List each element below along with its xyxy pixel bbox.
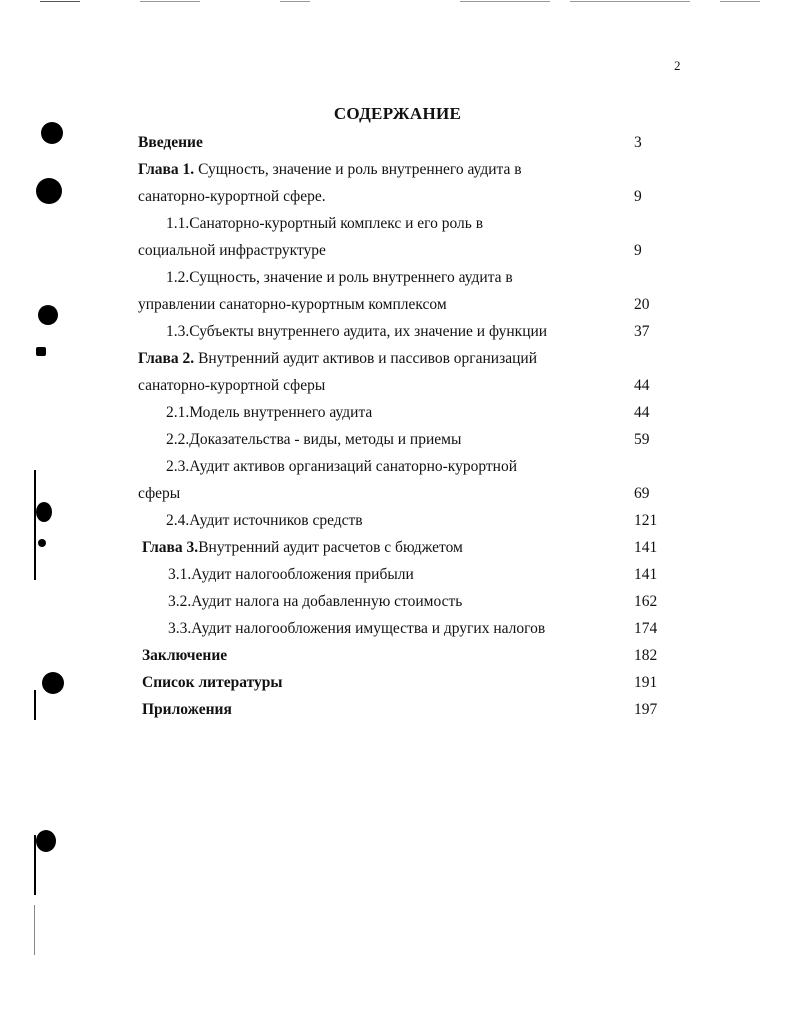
punch-hole	[41, 122, 63, 144]
punch-hole	[38, 539, 46, 547]
punch-hole	[36, 830, 56, 852]
page-number: 2	[674, 58, 681, 73]
toc-page: 191	[634, 674, 658, 691]
page-edge	[34, 690, 36, 720]
toc-entry-chapter-3: Глава 3.Внутренний аудит расчетов с бюджетом	[142, 539, 463, 556]
toc-page: 9	[634, 242, 642, 259]
scan-line	[570, 1, 690, 2]
toc-entry-chapter-1-cont: санаторно-курортной сфере.	[138, 188, 326, 205]
page-edge	[34, 835, 36, 895]
toc-page: 69	[634, 485, 650, 502]
toc-entry-1-3: 1.3.Субъекты внутреннего аудита, их значение и функции	[166, 323, 548, 340]
toc-page: 141	[634, 566, 658, 583]
toc-page: 174	[634, 620, 658, 637]
toc-entry-3-1: 3.1.Аудит налогообложения прибыли	[168, 566, 414, 583]
toc-entry-2-3: 2.3.Аудит активов организаций санаторно-курортной	[166, 458, 518, 475]
toc-page: 162	[634, 593, 658, 610]
toc-entry-2-1: 2.1.Модель внутреннего аудита	[166, 404, 373, 421]
punch-hole	[36, 178, 62, 204]
toc-entry-1-2: 1.2.Сущность, значение и роль внутреннего аудита в	[166, 269, 513, 286]
toc-page: 20	[634, 296, 650, 313]
scan-line	[280, 1, 310, 2]
toc-page: 9	[634, 188, 642, 205]
toc-page: 59	[634, 431, 650, 448]
toc-page: 3	[634, 134, 642, 151]
toc-entry-conclusion: Заключение	[142, 647, 228, 664]
toc-entry-introduction: Введение	[138, 134, 203, 151]
toc-entry-1-1: 1.1.Санаторно-курортный комплекс и его роль в	[166, 215, 484, 232]
page-edge	[34, 905, 35, 955]
toc-entry-chapter-2-cont: санаторно-курортной сферы	[138, 377, 326, 394]
toc-entry-chapter-1: Глава 1. Сущность, значение и роль внутреннего аудита в	[138, 161, 522, 178]
page-title: СОДЕРЖАНИЕ	[333, 104, 462, 123]
toc-page: 197	[634, 701, 658, 718]
toc-entry-1-1-cont: социальной инфраструктуре	[138, 242, 326, 259]
scan-line	[140, 1, 200, 2]
page-edge	[34, 470, 36, 580]
toc-entry-2-2: 2.2.Доказательства - виды, методы и приемы	[166, 431, 462, 448]
scan-line	[460, 1, 550, 2]
toc-entry-2-4: 2.4.Аудит источников средств	[166, 512, 363, 529]
toc-entry-references: Список литературы	[142, 674, 283, 691]
toc-entry-1-2-cont: управлении санаторно-курортным комплексом	[138, 296, 447, 313]
toc-page: 44	[634, 377, 650, 394]
toc-entry-3-2: 3.2.Аудит налога на добавленную стоимость	[168, 593, 463, 610]
toc-page: 37	[634, 323, 650, 340]
punch-hole	[36, 502, 52, 522]
toc-page: 182	[634, 647, 658, 664]
toc-page: 141	[634, 539, 658, 556]
scan-line	[720, 1, 760, 2]
toc-entry-3-3: 3.3.Аудит налогообложения имущества и других налогов	[168, 620, 546, 637]
punch-hole	[36, 347, 46, 356]
punch-hole	[38, 305, 58, 325]
toc-entry-2-3-cont: сферы	[138, 485, 181, 502]
scan-line	[40, 1, 80, 2]
toc-page: 44	[634, 404, 650, 421]
punch-hole	[42, 672, 64, 694]
toc-entry-appendices: Приложения	[142, 701, 232, 718]
toc-entry-chapter-2: Глава 2. Внутренний аудит активов и пассивов организаций	[138, 350, 537, 367]
toc-page: 121	[634, 512, 658, 529]
